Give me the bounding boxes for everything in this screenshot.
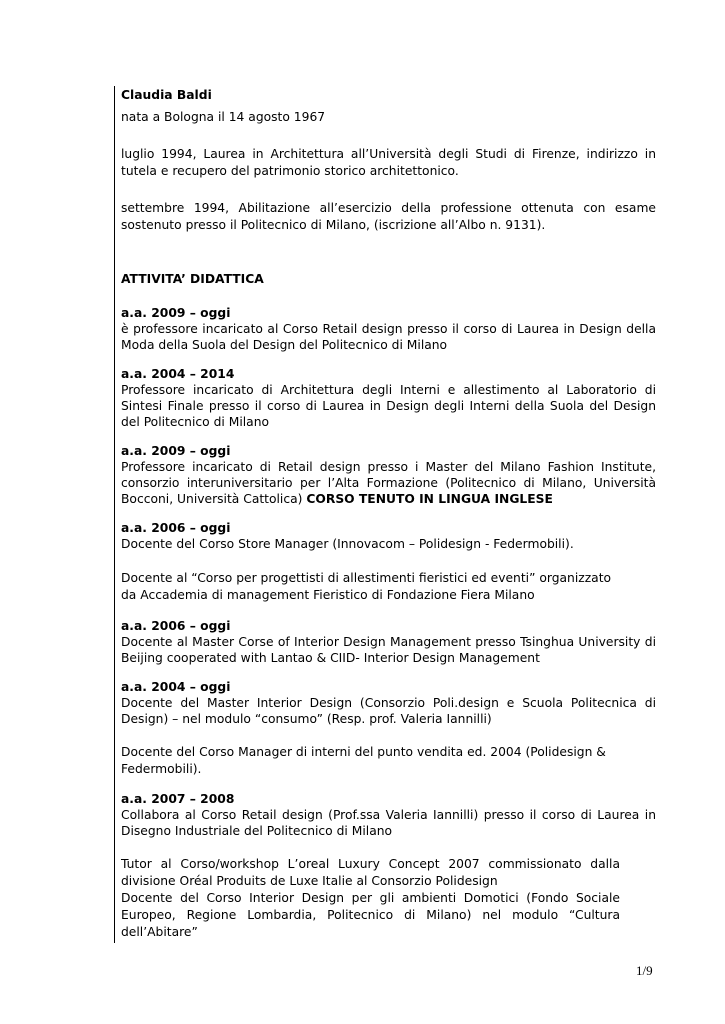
entry-text: Docente al Master Corse of Interior Design Management presso Tsinghua University di Beijing cooperated with Lantao & CIID- Interior Design Management xyxy=(121,635,656,665)
document-body xyxy=(121,87,656,941)
entry-text: Collabora al Corso Retail design (Prof.ssa Valeria Iannilli) presso il corso di Laurea in Disegno Industriale del Politecnico di Milano xyxy=(121,808,656,838)
entry-text: Docente del Corso Interior Design per gli ambienti Domotici (Fondo Sociale Europeo, Regione Lombardia, Politecnico di Milano) nel modulo “Cultura dell’Abitare” xyxy=(121,891,620,939)
entry-period: a.a. 2004 – 2014 xyxy=(121,367,235,381)
english-course-note: CORSO TENUTO IN LINGUA INGLESE xyxy=(306,492,553,506)
entry-text: Docente del Corso Store Manager (Innovacom – Polidesign - Federmobili). xyxy=(121,537,574,551)
section-title: ATTIVITA’ DIDATTICA xyxy=(121,272,264,286)
entry-text: Docente al “Corso per progettisti di allestimenti fieristici ed eventi” organizzato da Accademia di management Fieristico di Fondazione Fiera Milano xyxy=(121,571,612,602)
entry-period: a.a. 2006 – oggi xyxy=(121,521,231,535)
entry-period: a.a. 2007 – 2008 xyxy=(121,792,235,806)
entry-period: a.a. 2006 – oggi xyxy=(121,619,231,633)
page-number: 1/9 xyxy=(636,963,653,978)
left-margin-rule xyxy=(114,86,115,943)
entry-text: Docente del Master Interior Design (Consorzio Poli.design e Scuola Politecnica di Design) – nel modulo “consumo” (Resp. prof. Valeria Iannilli) xyxy=(121,696,656,726)
entry-text: Tutor al Corso/workshop L’oreal Luxury Concept 2007 commissionato dalla divisione Oréal Produits de Luxe Italie al Consorzio Polidesign xyxy=(121,857,620,888)
entry-text: Docente del Corso Manager di interni del punto vendita ed. 2004 (Polidesign & Federmobili). xyxy=(121,745,606,776)
entry-text: Professore incaricato di Retail design presso i Master del Milano Fashion Institute, consorzio interuniversitario per l’Alta Formazione (Politecnico di Milano, Università Bocconi, Università Cattolica) xyxy=(121,460,656,506)
person-name: Claudia Baldi xyxy=(121,88,212,102)
entry-text: Professore incaricato di Architettura degli Interni e allestimento al Laboratorio di Sintesi Finale presso il corso di Laurea in Design degli Interni della Suola del Design del Politecnico di Milano xyxy=(121,383,656,429)
entry-period: a.a. 2009 – oggi xyxy=(121,444,231,458)
degree-info: luglio 1994, Laurea in Architettura all’Università degli Studi di Firenze, indirizzo in tutela e recupero del patrimonio storico architettonico. xyxy=(121,147,656,178)
entry-period: a.a. 2009 – oggi xyxy=(121,306,231,320)
entry-period: a.a. 2004 – oggi xyxy=(121,680,231,694)
entry-text-with-emphasis xyxy=(121,459,656,507)
license-info: settembre 1994, Abilitazione all’esercizio della professione ottenuta con esame sostenuto presso il Politecnico di Milano, (iscrizione all’Albo n. 9131). xyxy=(121,201,656,232)
birth-info: nata a Bologna il 14 agosto 1967 xyxy=(121,110,326,124)
entry-text: è professore incaricato al Corso Retail design presso il corso di Laurea in Design della Moda della Suola del Design del Politecnico di Milano xyxy=(121,322,656,352)
